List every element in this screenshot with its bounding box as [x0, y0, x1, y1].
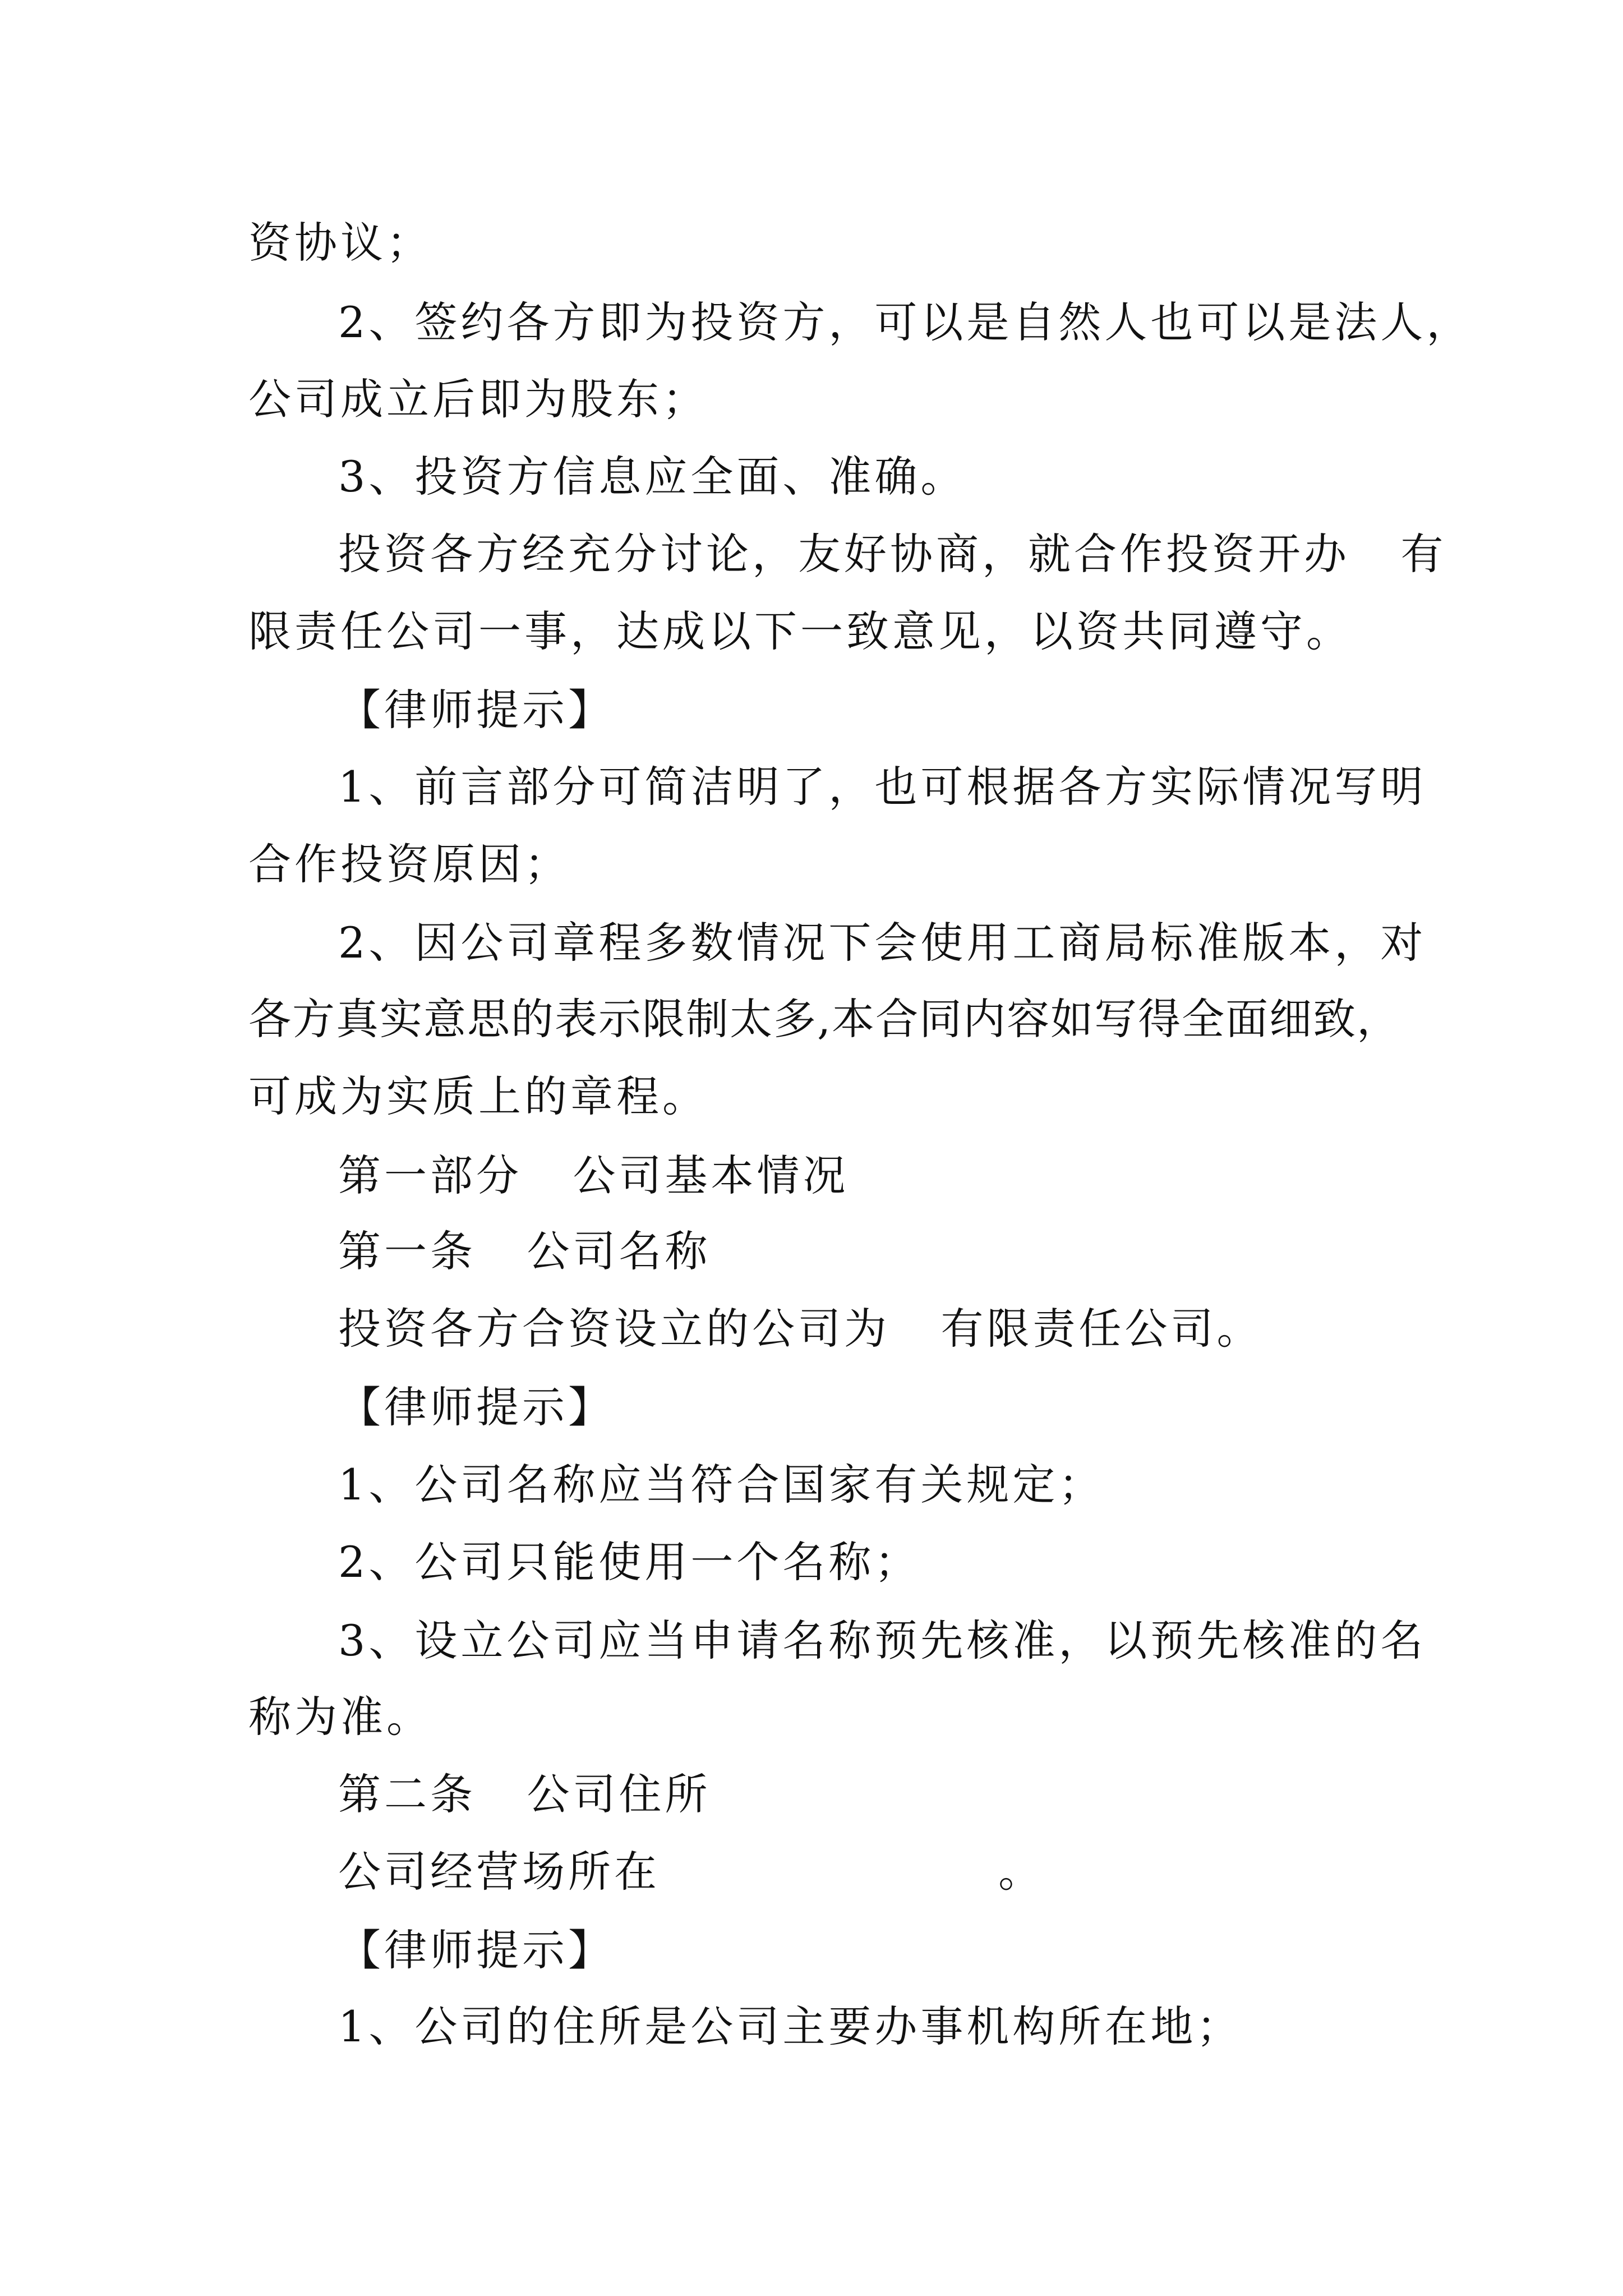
text-line: 2、因公司章程多数情况下会使用工商局标准版本，对 — [338, 918, 1427, 968]
text-line: 【律师提示】 — [338, 1925, 614, 1975]
text-line: 可成为实质上的章程。 — [248, 1071, 708, 1121]
text-line: 【律师提示】 — [338, 685, 614, 735]
text-line: 2、公司只能使用一个名称； — [338, 1537, 921, 1587]
text-line: 【律师提示】 — [338, 1382, 614, 1432]
text-line: 公司经营场所在 。 — [338, 1847, 1045, 1897]
text-line: 合作投资原因； — [248, 839, 570, 889]
text-line: 2、签约各方即为投资方，可以是自然人也可以是法人， — [338, 297, 1473, 347]
text-line: 3、投资方信息应全面、准确。 — [338, 452, 967, 501]
text-line: 公司成立后即为股东； — [248, 374, 708, 424]
article-heading: 第一条 公司名称 — [338, 1226, 711, 1276]
text-line: 1、前言部分可简洁明了，也可根据各方实际情况写明 — [338, 762, 1427, 812]
text-line: 1、公司的住所是公司主要办事机构所在地； — [338, 2001, 1243, 2051]
text-line: 1、公司名称应当符合国家有关规定； — [338, 1460, 1105, 1510]
text-line: 投资各方经充分讨论，友好协商，就合作投资开办 有 — [338, 529, 1447, 579]
section-heading: 第一部分 公司基本情况 — [338, 1151, 849, 1200]
text-line: 资协议； — [248, 218, 432, 268]
text-line: 称为准。 — [248, 1692, 432, 1742]
text-line: 投资各方合资设立的公司为 有限责任公司。 — [338, 1304, 1263, 1354]
text-line: 各方真实意思的表示限制太多,本合同内容如写得全面细致， — [248, 994, 1401, 1044]
article-heading: 第二条 公司住所 — [338, 1769, 711, 1819]
text-line: 限责任公司一事，达成以下一致意见，以资共同遵守。 — [248, 606, 1352, 656]
text-line: 3、设立公司应当申请名称预先核准，以预先核准的名 — [338, 1616, 1427, 1665]
